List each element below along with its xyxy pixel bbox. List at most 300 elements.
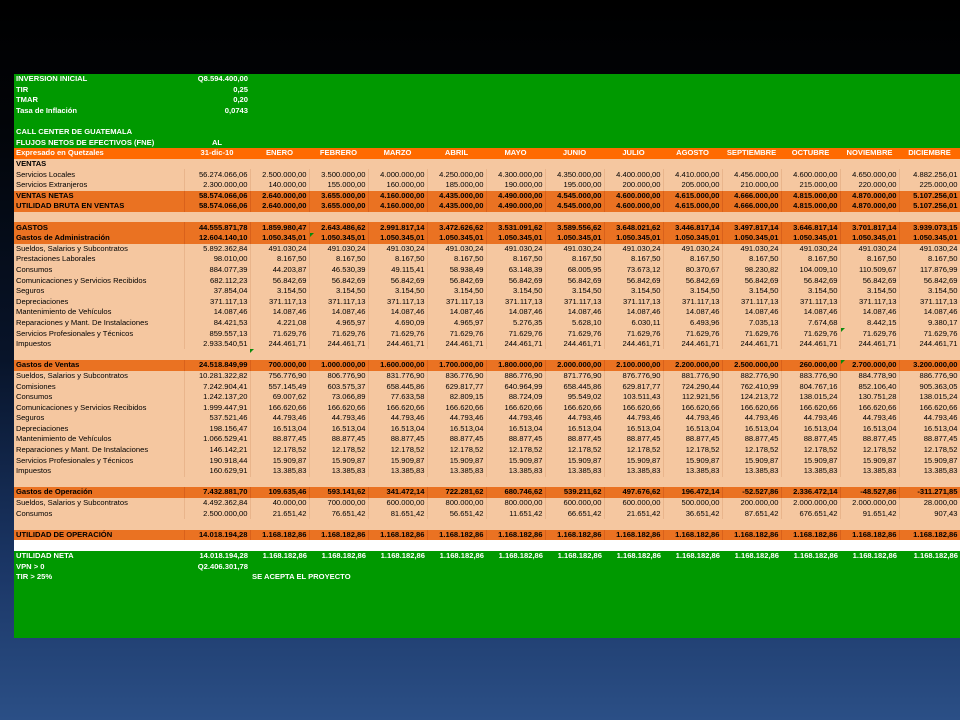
value-cell: 71.629,76 — [250, 328, 309, 339]
value-cell: 1.168.182,86 — [545, 551, 604, 562]
value-cell: 13.385,83 — [663, 466, 722, 477]
value-cell: 2.640.000,00 — [250, 191, 309, 202]
value-cell: 14.087,46 — [899, 307, 960, 318]
value-cell — [545, 159, 604, 170]
value-cell: 1.600.000,00 — [368, 360, 427, 371]
value-cell: 2.640.000,00 — [250, 201, 309, 212]
value-cell — [604, 540, 663, 551]
value-cell: 21.651,42 — [604, 508, 663, 519]
value-cell: 58.574.066,06 — [184, 201, 250, 212]
header-row — [14, 106, 960, 117]
value-cell: 1.168.182,86 — [899, 530, 960, 541]
value-cell: 166.620,66 — [545, 402, 604, 413]
empty-cell — [486, 127, 545, 138]
value-cell: 44.793,46 — [545, 413, 604, 424]
value-cell: 138.015,24 — [781, 392, 840, 403]
value-cell: 95.549,02 — [545, 392, 604, 403]
value-cell: 1.168.182,86 — [309, 551, 368, 562]
value-cell: 1.168.182,86 — [427, 530, 486, 541]
empty-cell — [663, 106, 722, 117]
empty-cell — [250, 138, 309, 149]
table-row — [14, 551, 960, 562]
value-cell: 4.615.000,00 — [663, 191, 722, 202]
value-cell — [427, 212, 486, 223]
empty-cell — [663, 127, 722, 138]
value-cell: 12.178,52 — [545, 445, 604, 456]
value-cell: 88.877,45 — [663, 434, 722, 445]
value-cell: 1.168.182,86 — [604, 530, 663, 541]
value-cell: 491.030,24 — [781, 244, 840, 255]
value-cell: 600.000,00 — [604, 498, 663, 509]
value-cell: 56.842,69 — [604, 275, 663, 286]
value-cell: 88.877,45 — [309, 434, 368, 445]
value-cell: 491.030,24 — [545, 244, 604, 255]
value-cell: 8.167,50 — [309, 254, 368, 265]
value-cell: 16.513,04 — [840, 424, 899, 435]
value-cell: 371.117,13 — [368, 296, 427, 307]
value-cell: 3.154,50 — [545, 286, 604, 297]
value-cell: 1.168.182,86 — [722, 551, 781, 562]
table-row — [14, 413, 960, 424]
value-cell — [309, 540, 368, 551]
table-row — [14, 371, 960, 382]
value-cell — [663, 477, 722, 488]
empty-cell — [545, 106, 604, 117]
value-cell: 371.117,13 — [604, 296, 663, 307]
value-cell: 124.213,72 — [722, 392, 781, 403]
fne-label: FLUJOS NETOS DE EFECTIVOS (FNE) — [14, 138, 184, 149]
value-cell: 700.000,00 — [250, 360, 309, 371]
column-header: MAYO — [486, 148, 545, 159]
empty-cell — [309, 116, 368, 127]
value-cell — [250, 519, 309, 530]
value-cell: 166.620,66 — [250, 402, 309, 413]
value-cell: 3.589.556,62 — [545, 222, 604, 233]
value-cell: 56.842,69 — [309, 275, 368, 286]
empty-cell — [722, 106, 781, 117]
table-row — [14, 466, 960, 477]
empty-cell — [368, 106, 427, 117]
empty-cell — [722, 572, 781, 583]
value-cell — [899, 349, 960, 360]
value-cell: 871.776,90 — [545, 371, 604, 382]
value-cell: 1.050.345,01 — [840, 233, 899, 244]
value-cell — [604, 159, 663, 170]
value-cell: 557.145,49 — [250, 381, 309, 392]
value-cell: 1.168.182,86 — [840, 530, 899, 541]
empty-cell — [781, 127, 840, 138]
value-cell: 7.674,68 — [781, 318, 840, 329]
row-label — [14, 540, 184, 551]
value-cell: 2.500.000,00 — [250, 169, 309, 180]
value-cell — [368, 477, 427, 488]
value-cell: 491.030,24 — [899, 244, 960, 255]
value-cell: 5.107.256,01 — [899, 201, 960, 212]
value-cell: 71.629,76 — [309, 328, 368, 339]
value-cell: 852.106,40 — [840, 381, 899, 392]
column-header: DICIEMBRE — [899, 148, 960, 159]
value-cell — [840, 540, 899, 551]
value-cell — [604, 477, 663, 488]
value-cell: 2.000.000,00 — [545, 360, 604, 371]
value-cell — [250, 477, 309, 488]
empty-cell — [899, 116, 960, 127]
value-cell: 71.629,76 — [663, 328, 722, 339]
value-cell — [545, 540, 604, 551]
value-cell: 195.000,00 — [545, 180, 604, 191]
value-cell: 2.933.540,51 — [184, 339, 250, 350]
value-cell: 4.250.000,00 — [427, 169, 486, 180]
value-cell: 244.461,71 — [486, 339, 545, 350]
empty-cell — [840, 572, 899, 583]
value-cell: 2.300.000,00 — [184, 180, 250, 191]
table-row — [14, 222, 960, 233]
footer-value: Q2.406.301,78 — [184, 561, 250, 572]
value-cell: 56.842,69 — [250, 275, 309, 286]
value-cell: 13.385,83 — [840, 466, 899, 477]
value-cell: 56.842,69 — [545, 275, 604, 286]
value-cell — [899, 212, 960, 223]
value-cell: 629.817,77 — [427, 381, 486, 392]
value-cell: 6.030,11 — [604, 318, 663, 329]
value-cell — [840, 212, 899, 223]
row-label — [14, 519, 184, 530]
value-cell: 4.000.000,00 — [368, 169, 427, 180]
value-cell: 44.793,46 — [840, 413, 899, 424]
empty-cell — [840, 127, 899, 138]
value-cell: 56.842,69 — [663, 275, 722, 286]
empty-cell — [486, 85, 545, 96]
table-row — [14, 191, 960, 202]
value-cell: 1.168.182,86 — [368, 551, 427, 562]
value-cell: 109.635,46 — [250, 487, 309, 498]
header-label: TIR — [14, 85, 184, 96]
value-cell: 76.651,42 — [309, 508, 368, 519]
value-cell — [781, 159, 840, 170]
empty-cell — [840, 561, 899, 572]
value-cell: 682.112,23 — [184, 275, 250, 286]
empty-cell — [250, 95, 309, 106]
value-cell: 13.385,83 — [781, 466, 840, 477]
value-cell: 56.842,69 — [486, 275, 545, 286]
value-cell: 15.909,87 — [781, 455, 840, 466]
value-cell: 12.178,52 — [250, 445, 309, 456]
value-cell: 371.117,13 — [545, 296, 604, 307]
empty-cell — [486, 572, 545, 583]
table-row — [14, 328, 960, 339]
value-cell: 166.620,66 — [368, 402, 427, 413]
value-cell: 88.877,45 — [781, 434, 840, 445]
value-cell: 88.877,45 — [427, 434, 486, 445]
row-label: Sueldos, Salarios y Subcontratos — [14, 371, 184, 382]
empty-cell — [604, 572, 663, 583]
value-cell: 13.385,83 — [486, 466, 545, 477]
value-cell: 886.776,90 — [899, 371, 960, 382]
value-cell: 1.168.182,86 — [663, 551, 722, 562]
table-row — [14, 244, 960, 255]
value-cell — [184, 477, 250, 488]
value-cell: 3.154,50 — [663, 286, 722, 297]
value-cell: 1.050.345,01 — [545, 233, 604, 244]
empty-cell — [899, 572, 960, 583]
value-cell: 8.167,50 — [899, 254, 960, 265]
empty-cell — [663, 572, 722, 583]
value-cell: 629.817,77 — [604, 381, 663, 392]
empty-cell — [486, 95, 545, 106]
value-cell: 371.117,13 — [309, 296, 368, 307]
value-cell — [250, 349, 309, 360]
value-cell: 200.000,00 — [604, 180, 663, 191]
value-cell: 88.877,45 — [250, 434, 309, 445]
value-cell: 166.620,66 — [663, 402, 722, 413]
footer-row — [14, 561, 960, 572]
value-cell: 44.793,46 — [781, 413, 840, 424]
value-cell: 13.385,83 — [368, 466, 427, 477]
value-cell: 4.350.000,00 — [545, 169, 604, 180]
row-label: Sueldos, Salarios y Subcontratos — [14, 498, 184, 509]
column-header: MARZO — [368, 148, 427, 159]
value-cell: 7.432.881,70 — [184, 487, 250, 498]
value-cell: 371.117,13 — [899, 296, 960, 307]
value-cell: 13.385,83 — [427, 466, 486, 477]
value-cell: 166.620,66 — [781, 402, 840, 413]
empty-cell — [663, 74, 722, 85]
value-cell: 37.854,04 — [184, 286, 250, 297]
row-label: Seguros — [14, 413, 184, 424]
row-label: Gastos de Administración — [14, 233, 184, 244]
spacer-row — [14, 116, 960, 127]
empty-cell — [781, 116, 840, 127]
value-cell: 88.877,45 — [899, 434, 960, 445]
value-cell — [722, 477, 781, 488]
value-cell: 1.050.345,01 — [781, 233, 840, 244]
value-cell — [486, 519, 545, 530]
table-row — [14, 540, 960, 551]
value-cell: 15.909,87 — [722, 455, 781, 466]
value-cell: 1.168.182,86 — [368, 530, 427, 541]
empty-cell — [604, 95, 663, 106]
value-cell: 12.178,52 — [899, 445, 960, 456]
value-cell — [309, 212, 368, 223]
value-cell: 190.000,00 — [486, 180, 545, 191]
empty-cell — [545, 95, 604, 106]
value-cell: 497.676,62 — [604, 487, 663, 498]
empty-cell — [781, 74, 840, 85]
value-cell: 16.513,04 — [368, 424, 427, 435]
value-cell: 1.168.182,86 — [486, 551, 545, 562]
value-cell: 6.493,96 — [663, 318, 722, 329]
value-cell: 16.513,04 — [250, 424, 309, 435]
header-label: Tasa de Inflación — [14, 106, 184, 117]
value-cell — [368, 159, 427, 170]
value-cell: 190.918,44 — [184, 455, 250, 466]
empty-cell — [545, 116, 604, 127]
header-value: Q8.594.400,00 — [184, 74, 250, 85]
table-row — [14, 275, 960, 286]
empty-cell — [722, 85, 781, 96]
value-cell: 1.000.000,00 — [309, 360, 368, 371]
column-header: NOVIEMBRE — [840, 148, 899, 159]
value-cell: 3.648.021,62 — [604, 222, 663, 233]
value-cell: 56.842,69 — [722, 275, 781, 286]
value-cell: 244.461,71 — [368, 339, 427, 350]
table-row — [14, 381, 960, 392]
value-cell — [309, 519, 368, 530]
value-cell: 371.117,13 — [486, 296, 545, 307]
value-cell: 155.000,00 — [309, 180, 368, 191]
empty-cell — [545, 74, 604, 85]
value-cell: 4.615.000,00 — [663, 201, 722, 212]
value-cell: 500.000,00 — [663, 498, 722, 509]
value-cell — [368, 349, 427, 360]
value-cell: 21.651,42 — [250, 508, 309, 519]
value-cell: 491.030,24 — [840, 244, 899, 255]
value-cell: 1.800.000,00 — [486, 360, 545, 371]
value-cell: 244.461,71 — [663, 339, 722, 350]
value-cell: 2.500.000,00 — [184, 508, 250, 519]
empty-cell — [781, 106, 840, 117]
value-cell: 225.000,00 — [899, 180, 960, 191]
empty-cell — [722, 138, 781, 149]
column-header: 31-dic-10 — [184, 148, 250, 159]
table-row — [14, 169, 960, 180]
footer-row — [14, 572, 960, 583]
value-cell: 15.909,87 — [840, 455, 899, 466]
value-cell — [840, 519, 899, 530]
value-cell: 1.168.182,86 — [781, 530, 840, 541]
value-cell — [722, 212, 781, 223]
fne-row — [14, 138, 960, 149]
value-cell: 4.815.000,00 — [781, 191, 840, 202]
value-cell: 56.842,69 — [368, 275, 427, 286]
empty-cell — [427, 572, 486, 583]
empty-cell — [427, 74, 486, 85]
empty-cell — [545, 561, 604, 572]
value-cell: 4.666.000,00 — [722, 191, 781, 202]
empty-cell — [604, 74, 663, 85]
value-cell: 71.629,76 — [722, 328, 781, 339]
value-cell: 166.620,66 — [840, 402, 899, 413]
value-cell: 12.178,52 — [604, 445, 663, 456]
empty-cell — [899, 561, 960, 572]
value-cell: 2.000.000,00 — [840, 498, 899, 509]
value-cell — [722, 519, 781, 530]
value-cell: 66.651,42 — [545, 508, 604, 519]
value-cell: 56.651,42 — [427, 508, 486, 519]
value-cell: 876.776,90 — [604, 371, 663, 382]
value-cell: 44.555.871,78 — [184, 222, 250, 233]
value-cell: 12.178,52 — [781, 445, 840, 456]
value-cell: 4.400.000,00 — [604, 169, 663, 180]
empty-cell — [604, 127, 663, 138]
table-row — [14, 159, 960, 170]
column-header: AGOSTO — [663, 148, 722, 159]
value-cell: 210.000,00 — [722, 180, 781, 191]
value-cell: 71.629,76 — [840, 328, 899, 339]
empty-cell — [427, 116, 486, 127]
empty-cell — [368, 85, 427, 96]
value-cell: 491.030,24 — [604, 244, 663, 255]
value-cell: 3.531.091,62 — [486, 222, 545, 233]
header-value: 0,0743 — [184, 106, 250, 117]
value-cell: 16.513,04 — [604, 424, 663, 435]
spreadsheet — [14, 74, 960, 638]
value-cell — [184, 159, 250, 170]
value-cell: 14.018.194,28 — [184, 530, 250, 541]
empty-cell — [427, 138, 486, 149]
empty-cell — [545, 572, 604, 583]
value-cell: 8.442,15 — [840, 318, 899, 329]
value-cell: 58.574.066,06 — [184, 191, 250, 202]
value-cell: 762.410,99 — [722, 381, 781, 392]
table-row — [14, 349, 960, 360]
value-cell: 3.701.817,14 — [840, 222, 899, 233]
value-cell: 244.461,71 — [309, 339, 368, 350]
empty-cell — [486, 116, 545, 127]
row-label: Servicios Extranjeros — [14, 180, 184, 191]
table-row — [14, 286, 960, 297]
table-row — [14, 477, 960, 488]
row-label: Depreciaciones — [14, 424, 184, 435]
value-cell: 4.815.000,00 — [781, 201, 840, 212]
table-row — [14, 455, 960, 466]
row-label: UTILIDAD BRUTA EN VENTAS — [14, 201, 184, 212]
empty-cell — [250, 85, 309, 96]
value-cell: 12.178,52 — [427, 445, 486, 456]
column-header-row — [14, 148, 960, 159]
value-cell: 8.167,50 — [604, 254, 663, 265]
empty-cell — [663, 116, 722, 127]
empty-cell — [250, 106, 309, 117]
row-label: Consumos — [14, 508, 184, 519]
value-cell: 14.087,46 — [184, 307, 250, 318]
value-cell: 1.168.182,86 — [545, 530, 604, 541]
empty-cell — [722, 127, 781, 138]
value-cell — [722, 540, 781, 551]
empty-cell — [427, 95, 486, 106]
value-cell: 8.167,50 — [486, 254, 545, 265]
value-cell: 676.651,42 — [781, 508, 840, 519]
value-cell: 68.005,95 — [545, 265, 604, 276]
value-cell: 138.015,24 — [899, 392, 960, 403]
value-cell: 56.842,69 — [781, 275, 840, 286]
value-cell: 756.776,90 — [250, 371, 309, 382]
value-cell: 640.964,99 — [486, 381, 545, 392]
value-cell: 84.421,53 — [184, 318, 250, 329]
value-cell: 341.472,14 — [368, 487, 427, 498]
value-cell: 800.000,00 — [486, 498, 545, 509]
empty-cell — [368, 138, 427, 149]
empty-cell — [840, 85, 899, 96]
value-cell: 16.513,04 — [781, 424, 840, 435]
value-cell: 4.300.000,00 — [486, 169, 545, 180]
value-cell: 491.030,24 — [486, 244, 545, 255]
value-cell: -52.527,86 — [722, 487, 781, 498]
value-cell: 4.490.000,00 — [486, 201, 545, 212]
empty-cell — [899, 85, 960, 96]
empty-cell — [840, 138, 899, 149]
header-row — [14, 85, 960, 96]
value-cell: 371.117,13 — [427, 296, 486, 307]
row-label: Reparaciones y Mant. De Instalaciones — [14, 445, 184, 456]
value-cell: 600.000,00 — [368, 498, 427, 509]
row-label: Prestaciones Laborales — [14, 254, 184, 265]
value-cell: 1.050.345,01 — [663, 233, 722, 244]
value-cell: -48.527,86 — [840, 487, 899, 498]
value-cell: 1.066.529,41 — [184, 434, 250, 445]
value-cell: 1.050.345,01 — [486, 233, 545, 244]
value-cell: 63.148,39 — [486, 265, 545, 276]
